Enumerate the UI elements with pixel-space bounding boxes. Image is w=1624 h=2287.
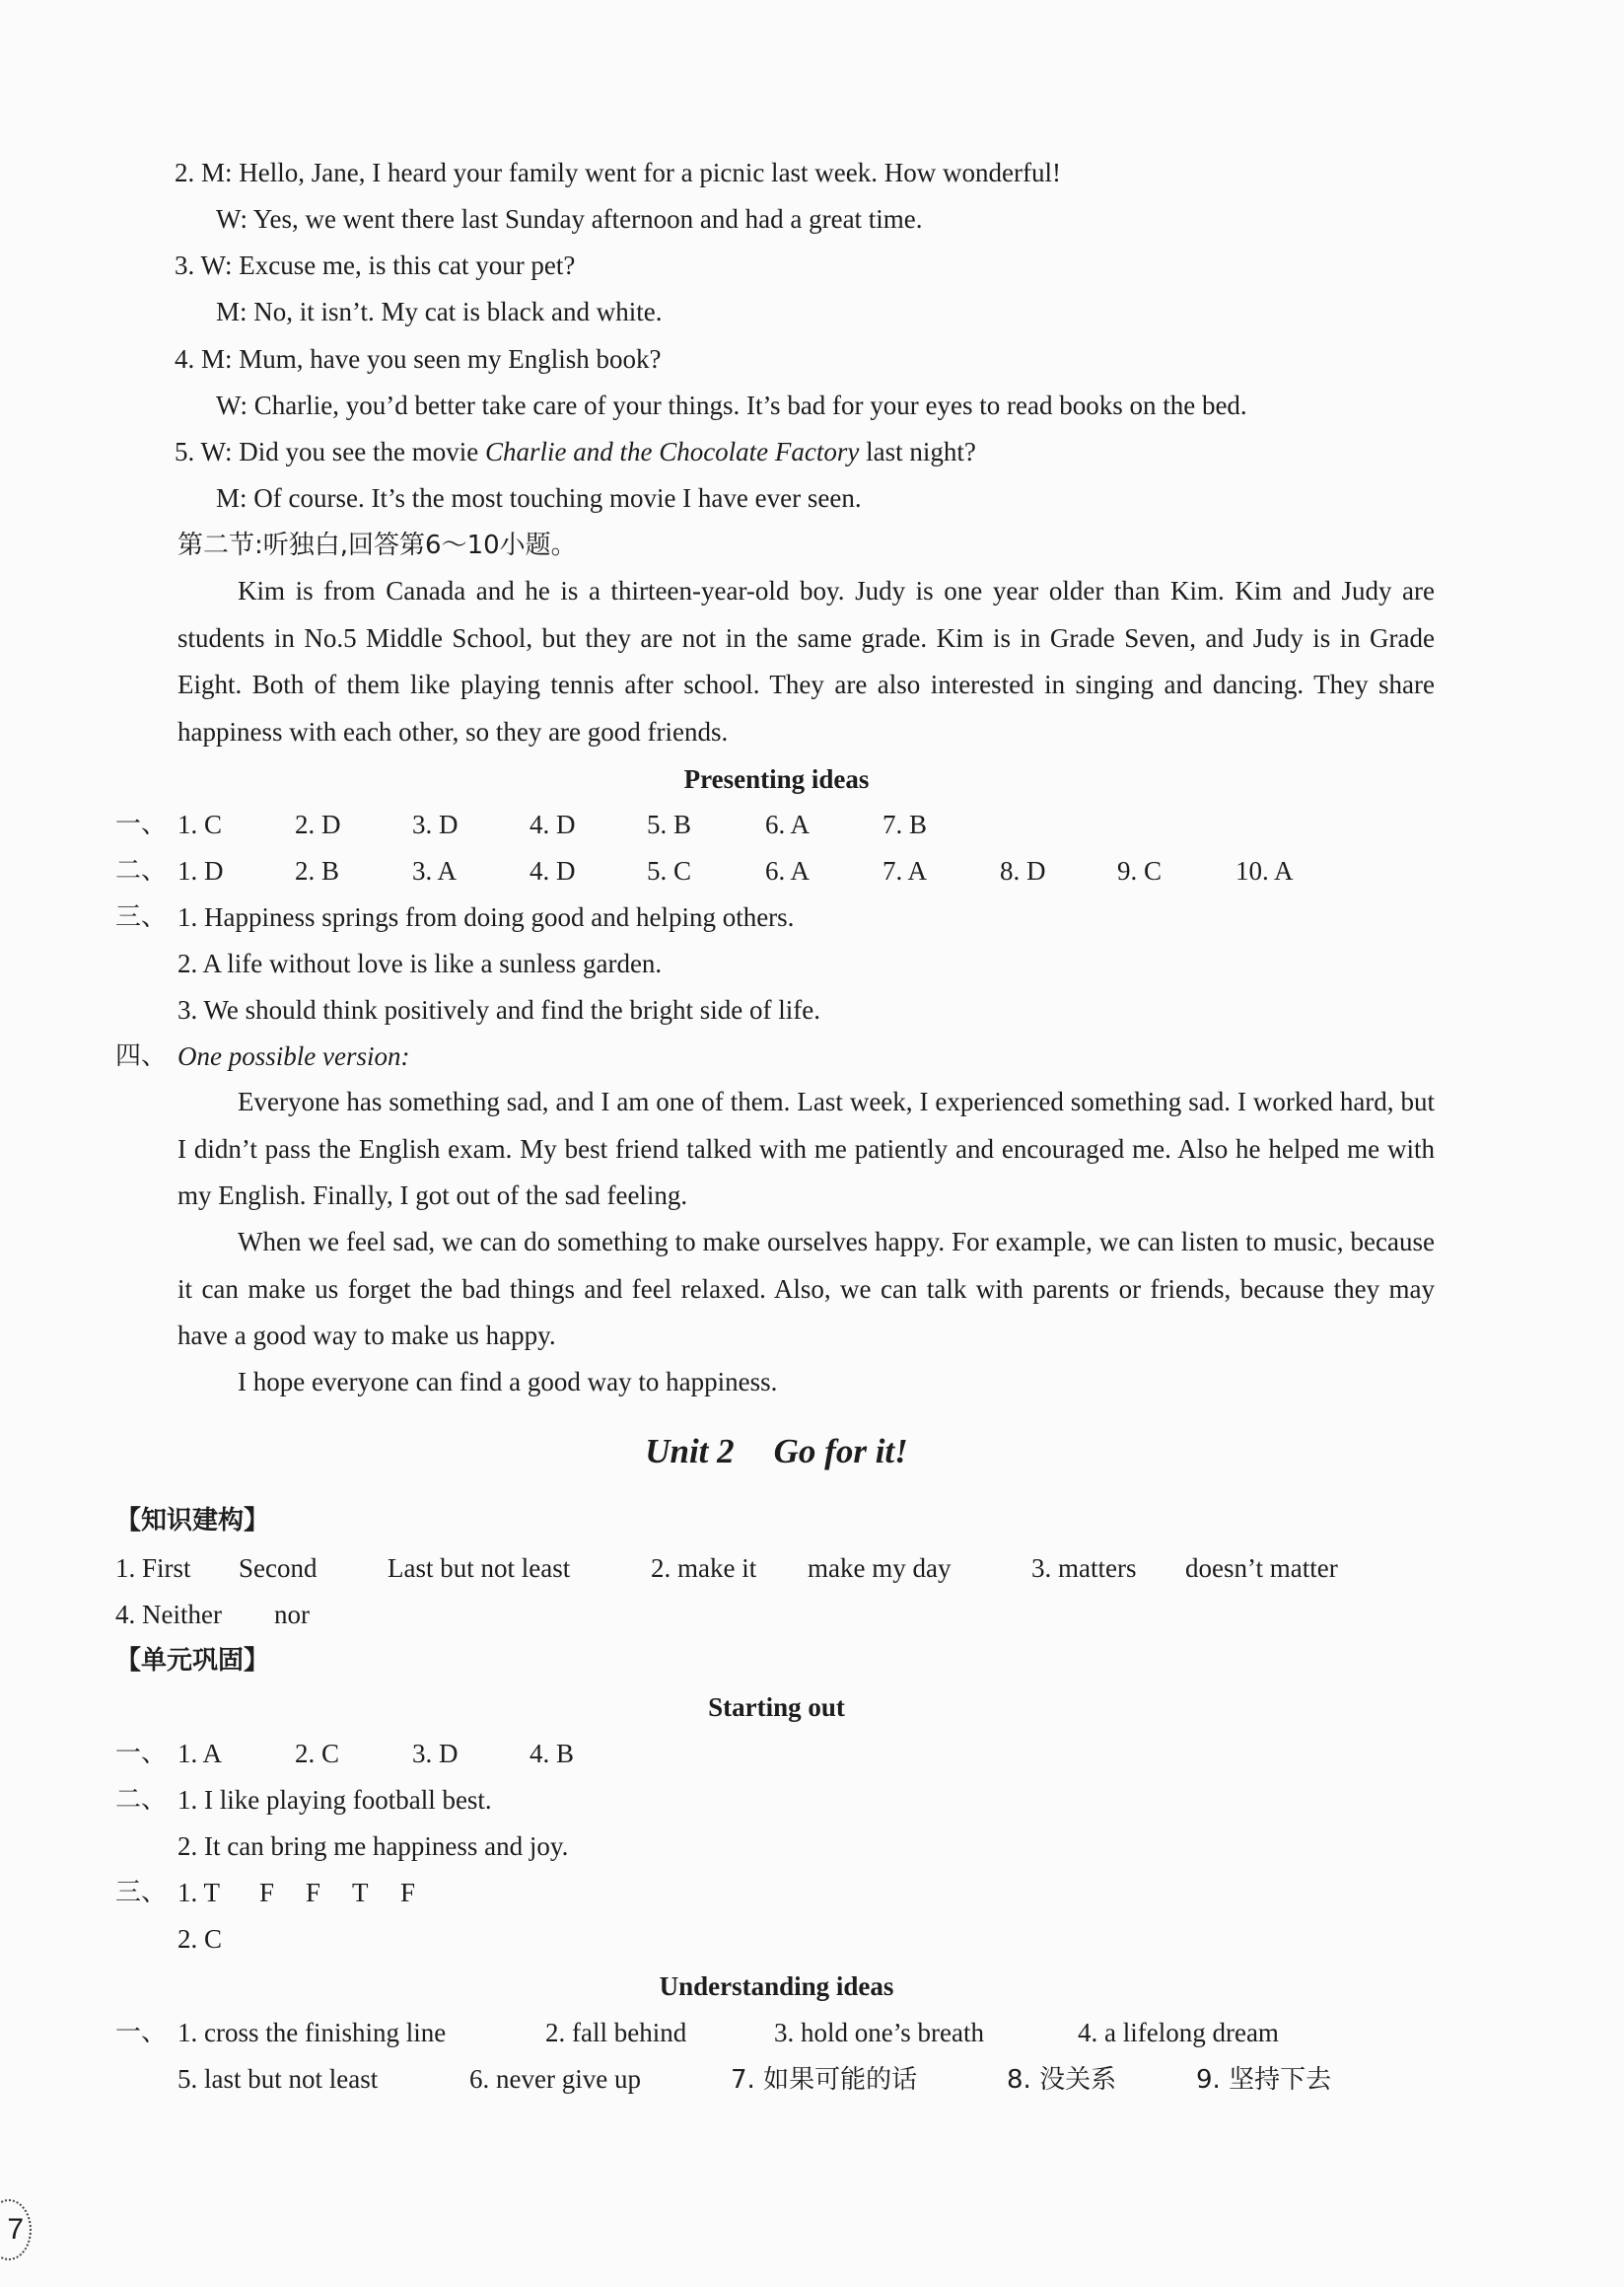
answer: 1. D	[177, 856, 224, 886]
answer: 4. a lifelong dream	[1078, 2018, 1279, 2047]
starting-part2-label: 二、	[115, 1785, 168, 1815]
starting-out-title: Starting out	[708, 1692, 845, 1722]
unit-name: Go for it!	[773, 1432, 908, 1470]
essay-paragraph-1: Everyone has something sad, and I am one of them. Last week, I experienced something sad. I worked hard, but I didn’t pass the English exam. My best friend talked with me patiently and encouraged me. Also he helped me with my English. Finally, I got out of the sad feeling.	[177, 1087, 1435, 1210]
monologue-paragraph: Kim is from Canada and he is a thirteen-year-old boy. Judy is one year older than Kim. Kim and Judy are students in No.5 Middle School, but they are not in the same grade. Kim is in Grade Seven, and Judy is in Grade Eight. Both of them like playing tennis after school. They are also interested in singing and dancing. They share happiness with each other, so they are good friends.	[177, 576, 1435, 747]
answer: 5. B	[647, 810, 692, 839]
answer: 1. T	[177, 1878, 221, 1907]
sentence: 1. I like playing football best.	[177, 1785, 492, 1815]
answer: 2. B	[295, 856, 340, 886]
sentence: 3. We should think positively and find the bright side of life.	[177, 995, 820, 1025]
unit-title	[0, 1430, 1553, 1473]
dialogue-5-line-a: 5. W: Did you see the movie Charlie and the Chocolate Factory last night?	[175, 437, 976, 466]
presenting-part4-label: 四、	[115, 1041, 168, 1071]
dialogue-3-line-a: 3. W: Excuse me, is this cat your pet?	[175, 250, 576, 280]
essay-paragraph-2: When we feel sad, we can do something to make ourselves happy. For example, we can listen to music, because it can make us forget the bad things and feel relaxed. Also, we can talk with parents or friends, because they may have a good way to make us happy.	[177, 1227, 1435, 1350]
dialogue-4-line-a: 4. M: Mum, have you seen my English book?	[175, 344, 662, 374]
knowledge-item: doesn’t matter	[1185, 1553, 1338, 1583]
answer: 8. D	[1000, 856, 1046, 886]
answer: 2. C	[295, 1739, 340, 1768]
answer: 2. C	[177, 1924, 223, 1954]
dialogue-2-line-a: 2. M: Hello, Jane, I heard your family went for a picnic last week. How wonderful!	[175, 158, 1061, 187]
sentence: 2. A life without love is like a sunless garden.	[177, 949, 663, 978]
consolidation-heading: 【单元巩固】	[115, 1646, 270, 1676]
sentence: 1. Happiness springs from doing good and helping others.	[177, 902, 795, 932]
understanding-part1-label: 一、	[115, 2018, 168, 2047]
knowledge-item: make my day	[808, 1553, 952, 1583]
answer: 9. 坚持下去	[1196, 2065, 1332, 2095]
answer: 7. 如果可能的话	[731, 2065, 918, 2095]
page-number: 7	[0, 2199, 32, 2260]
answer: 7. A	[883, 856, 928, 886]
knowledge-item: 1. First	[115, 1553, 191, 1583]
answer: 1. cross the finishing line	[177, 2018, 447, 2047]
knowledge-item: 2. make it	[651, 1553, 757, 1583]
answer: 6. A	[765, 856, 811, 886]
knowledge-item: Second	[239, 1553, 318, 1583]
answer: 4. B	[530, 1739, 575, 1768]
answer: 10. A	[1236, 856, 1294, 886]
knowledge-item: Last but not least	[388, 1553, 571, 1583]
answer: 7. B	[883, 810, 928, 839]
answer: 2. fall behind	[545, 2018, 687, 2047]
answer: 1. A	[177, 1739, 223, 1768]
presenting-part3-label: 三、	[115, 902, 168, 932]
essay-paragraph-3: I hope everyone can find a good way to happiness.	[238, 1367, 778, 1396]
knowledge-item: 4. Neither	[115, 1600, 222, 1629]
answer: 4. D	[530, 856, 576, 886]
sentence: 2. It can bring me happiness and joy.	[177, 1831, 569, 1861]
dialogue-4-line-b: W: Charlie, you’d better take care of your things. It’s bad for your eyes to read books on the bed.	[216, 391, 1247, 420]
answer: 3. A	[412, 856, 458, 886]
answer: 6. never give up	[469, 2064, 641, 2094]
answer: 5. C	[647, 856, 692, 886]
knowledge-item: nor	[274, 1600, 310, 1629]
answer: 3. D	[412, 1739, 459, 1768]
knowledge-item: 3. matters	[1031, 1553, 1137, 1583]
answer: 3. D	[412, 810, 459, 839]
unit-label: Unit 2	[645, 1432, 735, 1470]
answer: F	[306, 1878, 321, 1907]
presenting-part2-label: 二、	[115, 856, 168, 886]
answer: 5. last but not least	[177, 2064, 379, 2094]
starting-part1-label: 一、	[115, 1739, 168, 1768]
starting-part3-label: 三、	[115, 1878, 168, 1907]
essay-heading: One possible version:	[177, 1041, 410, 1071]
answer: 6. A	[765, 810, 811, 839]
answer: 3. hold one’s breath	[774, 2018, 984, 2047]
answer: F	[400, 1878, 416, 1907]
answer: 4. D	[530, 810, 576, 839]
answer: F	[259, 1878, 275, 1907]
understanding-ideas-title: Understanding ideas	[659, 1971, 894, 2001]
presenting-ideas-title: Presenting ideas	[683, 764, 870, 794]
dialogue-5-line-b: M: Of course. It’s the most touching movie I have ever seen.	[216, 483, 862, 513]
answer: 1. C	[177, 810, 223, 839]
dialogue-3-line-b: M: No, it isn’t. My cat is black and white.	[216, 297, 663, 326]
answer: 9. C	[1117, 856, 1163, 886]
dialogue-2-line-b: W: Yes, we went there last Sunday afternoon and had a great time.	[216, 204, 923, 234]
section-2-heading: 第二节:听独白,回答第6～10小题。	[177, 531, 577, 560]
presenting-part1-label: 一、	[115, 810, 168, 839]
answer: 8. 没关系	[1007, 2065, 1117, 2095]
answer: T	[352, 1878, 369, 1907]
answer: 2. D	[295, 810, 341, 839]
knowledge-heading: 【知识建构】	[115, 1506, 270, 1536]
